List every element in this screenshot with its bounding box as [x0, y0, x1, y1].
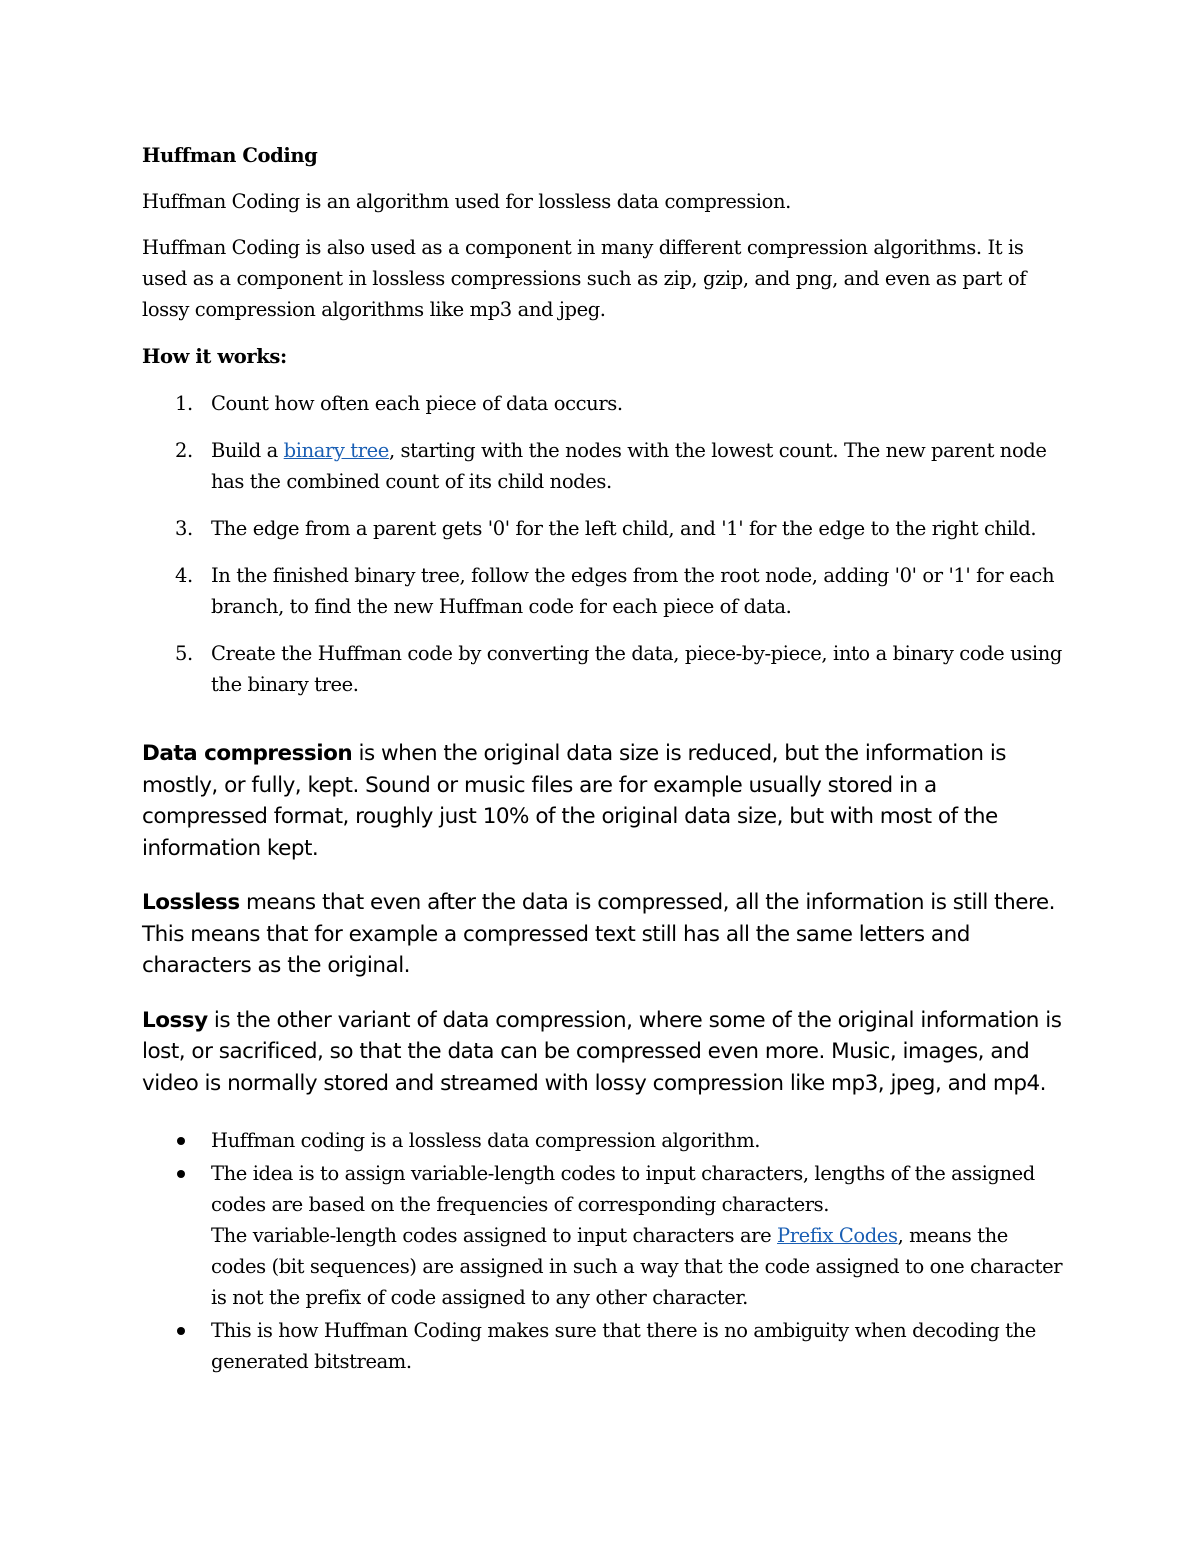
definition-lossless: [142, 887, 1067, 982]
definition-text: is the other variant of data compression, where some of the original information is lost, or sacrificed, so that the data can be compressed even more. Music, images, and video is normally stored and streamed with lossy compression like mp3, jpeg, and mp4.: [142, 1007, 1062, 1096]
intro-paragraph: Huffman Coding is an algorithm used for lossless data compression.: [142, 190, 791, 213]
bullet-icon: [177, 1137, 185, 1145]
definition-term: Data compression: [142, 741, 353, 766]
steps-list: [142, 388, 1067, 700]
step-text: In the finished binary tree, follow the edges from the root node, adding '0' or '1' for each branch, to find the new Huffman code for each piece of data.: [211, 564, 1055, 618]
bullet-text-before: The variable-length codes assigned to input characters are: [211, 1224, 778, 1247]
bullet-icon: [177, 1170, 185, 1178]
list-item: [142, 513, 1067, 544]
step-text: The edge from a parent gets '0' for the left child, and '1' for the edge to the right child.: [211, 517, 1037, 540]
step-number: 2.: [175, 439, 193, 462]
bullet-list: [142, 1125, 1067, 1377]
step-text: Create the Huffman code by converting the data, piece-by-piece, into a binary code using the binary tree.: [211, 642, 1062, 696]
definition-term: Lossy: [142, 1007, 208, 1033]
definition-text: means that even after the data is compressed, all the information is still there. This means that for example a compressed text still has all the same letters and characters as the original.: [142, 890, 1055, 978]
definition-text: is when the original data size is reduced, but the information is mostly, or fully, kept. Sound or music files are for example usually stored in a compressed format, roughly just 10% of the original data size, but with most of the information kept.: [142, 741, 1007, 861]
list-item: [142, 560, 1067, 622]
bullet-icon: [177, 1327, 185, 1335]
definition-lossy: [142, 1005, 1067, 1100]
list-item: [142, 1125, 1067, 1156]
list-item: [142, 1158, 1067, 1313]
bullet-text: Huffman coding is a lossless data compression algorithm.: [211, 1129, 761, 1152]
step-number: 5.: [175, 642, 193, 665]
step-text: Count how often each piece of data occurs.: [211, 392, 623, 415]
bullet-text-after: , means the codes (bit sequences) are assigned in such a way that the code assigned to one character is not the prefix of code assigned to any other character.: [211, 1224, 1063, 1309]
document-content: [142, 140, 1067, 1379]
prefix-codes-link[interactable]: Prefix Codes: [777, 1224, 898, 1247]
step-number: 1.: [175, 392, 193, 415]
binary-tree-link[interactable]: binary tree: [283, 439, 389, 462]
step-number: 3.: [175, 517, 193, 540]
document-title: Huffman Coding: [142, 144, 318, 167]
definition-data-compression: [142, 738, 1067, 864]
bullet-text: This is how Huffman Coding makes sure that there is no ambiguity when decoding the generated bitstream.: [211, 1319, 1036, 1373]
how-it-works-heading: How it works:: [142, 345, 287, 368]
list-item: [142, 1315, 1067, 1377]
bullet-text: The idea is to assign variable-length codes to input characters, lengths of the assigned codes are based on the frequencies of corresponding characters.: [211, 1162, 1035, 1216]
list-item: [142, 435, 1067, 497]
step-text-after: , starting with the nodes with the lowest count. The new parent node has the combined count of its child nodes.: [211, 439, 1047, 493]
list-item: [142, 638, 1067, 700]
step-number: 4.: [175, 564, 193, 587]
definition-term: Lossless: [142, 890, 240, 915]
step-text-before: Build a: [211, 439, 284, 462]
list-item: [142, 388, 1067, 419]
intro-paragraph: Huffman Coding is also used as a component in many different compression algorithms. It is used as a component in lossless compressions such as zip, gzip, and png, and even as part of lossy compression algorithms like mp3 and jpeg.: [142, 236, 1027, 321]
